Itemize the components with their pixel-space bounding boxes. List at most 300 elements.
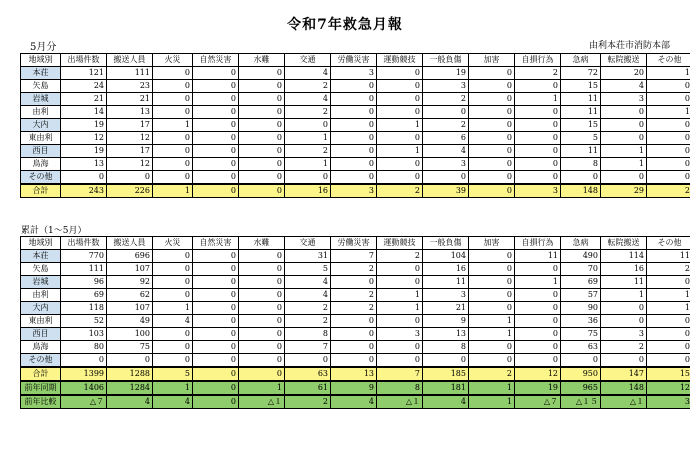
value-cell: 0: [469, 263, 515, 276]
value-cell: 0: [647, 315, 690, 328]
value-cell: 1: [469, 315, 515, 328]
monthly-header-cell: 搬送人員: [107, 54, 153, 67]
value-cell: 0: [331, 145, 377, 158]
value-cell: 0: [377, 80, 423, 93]
value-cell: 0: [331, 315, 377, 328]
area-cell: 矢島: [21, 80, 61, 93]
value-cell: 3: [423, 289, 469, 302]
value-cell: 1288: [107, 367, 153, 381]
value-cell: 0: [331, 106, 377, 119]
value-cell: 31: [285, 250, 331, 263]
value-cell: 0: [647, 93, 690, 106]
value-cell: 4: [601, 80, 647, 93]
value-cell: 2: [377, 184, 423, 198]
value-cell: 12: [647, 381, 690, 395]
area-cell: 合計: [21, 184, 61, 198]
value-cell: 0: [377, 354, 423, 368]
value-cell: 13: [107, 106, 153, 119]
value-cell: 19: [61, 145, 107, 158]
value-cell: 0: [153, 289, 193, 302]
value-cell: 1: [647, 67, 690, 80]
value-cell: 965: [561, 381, 601, 395]
value-cell: 21: [423, 302, 469, 315]
value-cell: 148: [561, 184, 601, 198]
previous-year-row: [21, 381, 690, 395]
cumulative-label: 累計（1～5月）: [21, 226, 87, 236]
value-cell: 61: [285, 381, 331, 395]
value-cell: 0: [153, 328, 193, 341]
value-cell: 0: [601, 315, 647, 328]
cumulative-header-cell: 転院搬送: [601, 237, 647, 250]
value-cell: 0: [469, 289, 515, 302]
table-row: [21, 315, 690, 328]
value-cell: 0: [377, 263, 423, 276]
value-cell: 1284: [107, 381, 153, 395]
value-cell: △１５: [561, 395, 601, 409]
value-cell: 121: [61, 67, 107, 80]
organization-name: 由利本荘市消防本部: [588, 41, 670, 51]
value-cell: 0: [285, 354, 331, 368]
value-cell: 0: [469, 67, 515, 80]
area-cell: 前年比較: [21, 395, 61, 409]
value-cell: 4: [107, 395, 153, 409]
monthly-table: [20, 53, 690, 198]
area-cell: 由利: [21, 106, 61, 119]
cumulative-header-cell: 運動競技: [377, 237, 423, 250]
value-cell: 15: [561, 80, 601, 93]
value-cell: 0: [515, 328, 561, 341]
table-row: [21, 263, 690, 276]
value-cell: △１: [239, 395, 285, 409]
value-cell: 0: [601, 132, 647, 145]
value-cell: 2: [331, 289, 377, 302]
value-cell: 181: [423, 381, 469, 395]
value-cell: 0: [153, 354, 193, 368]
value-cell: 15: [561, 119, 601, 132]
value-cell: △７: [61, 395, 107, 409]
value-cell: 0: [647, 80, 690, 93]
value-cell: 0: [515, 145, 561, 158]
value-cell: 0: [239, 250, 285, 263]
area-cell: 本荘: [21, 67, 61, 80]
table-row: [21, 145, 690, 158]
value-cell: 11: [561, 93, 601, 106]
value-cell: 0: [647, 276, 690, 289]
value-cell: 8: [377, 381, 423, 395]
table-row: [21, 106, 690, 119]
value-cell: 3: [331, 184, 377, 198]
value-cell: 2: [331, 263, 377, 276]
value-cell: 0: [239, 354, 285, 368]
area-cell: 西目: [21, 145, 61, 158]
value-cell: 0: [193, 80, 239, 93]
value-cell: 0: [239, 67, 285, 80]
value-cell: 0: [469, 184, 515, 198]
value-cell: 1: [515, 276, 561, 289]
value-cell: 0: [193, 289, 239, 302]
value-cell: 0: [469, 354, 515, 368]
value-cell: 2: [423, 93, 469, 106]
value-cell: 100: [107, 328, 153, 341]
value-cell: 0: [239, 132, 285, 145]
value-cell: 4: [423, 395, 469, 409]
value-cell: 0: [153, 106, 193, 119]
value-cell: 104: [423, 250, 469, 263]
value-cell: 0: [469, 171, 515, 185]
monthly-header-row: [21, 54, 690, 67]
value-cell: 29: [601, 184, 647, 198]
value-cell: 1: [153, 184, 193, 198]
cumulative-header-row: [21, 237, 690, 250]
area-cell: 東由利: [21, 315, 61, 328]
cumulative-header-cell: 労働災害: [331, 237, 377, 250]
value-cell: 0: [331, 132, 377, 145]
area-cell: 西目: [21, 328, 61, 341]
value-cell: 8: [423, 341, 469, 354]
value-cell: 0: [423, 106, 469, 119]
value-cell: 0: [469, 276, 515, 289]
value-cell: 75: [561, 328, 601, 341]
value-cell: 3: [647, 395, 690, 409]
area-cell: 由利: [21, 289, 61, 302]
value-cell: 0: [153, 80, 193, 93]
value-cell: 0: [377, 106, 423, 119]
value-cell: 0: [239, 289, 285, 302]
area-cell: その他: [21, 354, 61, 368]
value-cell: 12: [61, 132, 107, 145]
value-cell: 0: [601, 106, 647, 119]
value-cell: 0: [469, 302, 515, 315]
value-cell: 3: [423, 80, 469, 93]
table-row: [21, 328, 690, 341]
table-row: [21, 302, 690, 315]
value-cell: 490: [561, 250, 601, 263]
value-cell: 4: [153, 395, 193, 409]
value-cell: 8: [285, 328, 331, 341]
value-cell: 0: [331, 341, 377, 354]
value-cell: 0: [239, 302, 285, 315]
value-cell: 147: [601, 367, 647, 381]
value-cell: 5: [561, 132, 601, 145]
cumulative-header-cell: 自然災害: [193, 237, 239, 250]
value-cell: 0: [647, 171, 690, 185]
value-cell: 770: [61, 250, 107, 263]
table-row: [21, 276, 690, 289]
monthly-header-cell: 自然災害: [193, 54, 239, 67]
value-cell: 0: [647, 354, 690, 368]
value-cell: 11: [647, 250, 690, 263]
value-cell: 0: [647, 132, 690, 145]
value-cell: 0: [193, 302, 239, 315]
value-cell: 0: [647, 341, 690, 354]
value-cell: 0: [601, 354, 647, 368]
value-cell: 72: [561, 67, 601, 80]
value-cell: 36: [561, 315, 601, 328]
value-cell: 11: [561, 106, 601, 119]
value-cell: 13: [61, 158, 107, 171]
area-cell: その他: [21, 171, 61, 185]
value-cell: 90: [561, 302, 601, 315]
value-cell: 0: [153, 67, 193, 80]
value-cell: 0: [193, 67, 239, 80]
table-row: [21, 171, 690, 185]
value-cell: 4: [285, 276, 331, 289]
value-cell: 3: [377, 328, 423, 341]
value-cell: 0: [239, 328, 285, 341]
value-cell: 16: [601, 263, 647, 276]
value-cell: 8: [561, 158, 601, 171]
value-cell: 0: [239, 158, 285, 171]
value-cell: 0: [285, 171, 331, 185]
value-cell: 0: [601, 171, 647, 185]
value-cell: 19: [61, 119, 107, 132]
value-cell: 0: [153, 250, 193, 263]
value-cell: 2: [285, 315, 331, 328]
value-cell: 49: [107, 315, 153, 328]
value-cell: 63: [285, 367, 331, 381]
value-cell: 2: [285, 80, 331, 93]
value-cell: 75: [107, 341, 153, 354]
table-row: [21, 158, 690, 171]
value-cell: 2: [377, 250, 423, 263]
monthly-header-cell: 火災: [153, 54, 193, 67]
value-cell: 1: [469, 395, 515, 409]
value-cell: 0: [331, 80, 377, 93]
value-cell: 0: [193, 276, 239, 289]
value-cell: 103: [61, 328, 107, 341]
value-cell: 0: [153, 276, 193, 289]
value-cell: 0: [193, 106, 239, 119]
cumulative-header-cell: その他: [647, 237, 690, 250]
value-cell: 13: [423, 328, 469, 341]
value-cell: 0: [239, 171, 285, 185]
value-cell: 118: [61, 302, 107, 315]
value-cell: 0: [515, 263, 561, 276]
value-cell: 0: [647, 119, 690, 132]
value-cell: 0: [423, 354, 469, 368]
value-cell: 0: [239, 341, 285, 354]
area-cell: 鳥海: [21, 158, 61, 171]
value-cell: 1: [377, 289, 423, 302]
value-cell: 24: [61, 80, 107, 93]
value-cell: 243: [61, 184, 107, 198]
value-cell: 7: [285, 341, 331, 354]
value-cell: 1399: [61, 367, 107, 381]
value-cell: 107: [107, 302, 153, 315]
monthly-header-cell: 加害: [469, 54, 515, 67]
value-cell: 12: [515, 367, 561, 381]
value-cell: 1: [239, 381, 285, 395]
value-cell: 1: [647, 106, 690, 119]
value-cell: 0: [515, 315, 561, 328]
value-cell: 69: [561, 276, 601, 289]
value-cell: 11: [601, 276, 647, 289]
value-cell: 0: [153, 158, 193, 171]
value-cell: 1: [285, 132, 331, 145]
value-cell: 4: [331, 395, 377, 409]
value-cell: △１: [377, 395, 423, 409]
value-cell: 0: [61, 171, 107, 185]
value-cell: 0: [239, 263, 285, 276]
value-cell: 3: [515, 184, 561, 198]
value-cell: 1: [601, 145, 647, 158]
monthly-header-cell: 自損行為: [515, 54, 561, 67]
value-cell: 111: [107, 67, 153, 80]
monthly-header-cell: 水難: [239, 54, 285, 67]
value-cell: 0: [331, 93, 377, 106]
area-cell: 矢島: [21, 263, 61, 276]
cumulative-header-cell: 加害: [469, 237, 515, 250]
value-cell: 0: [193, 354, 239, 368]
table-row: [21, 93, 690, 106]
value-cell: 39: [423, 184, 469, 198]
value-cell: 0: [377, 276, 423, 289]
report-title: 令和7年救急月報: [287, 17, 403, 33]
value-cell: 6: [423, 132, 469, 145]
table-row: [21, 119, 690, 132]
value-cell: 12: [107, 132, 153, 145]
value-cell: 1: [469, 381, 515, 395]
value-cell: 0: [515, 119, 561, 132]
value-cell: 185: [423, 367, 469, 381]
table-row: [21, 80, 690, 93]
cumulative-header-cell: 火災: [153, 237, 193, 250]
value-cell: 0: [469, 93, 515, 106]
monthly-header-cell: 転院搬送: [601, 54, 647, 67]
value-cell: 0: [331, 328, 377, 341]
value-cell: 62: [107, 289, 153, 302]
value-cell: 69: [61, 289, 107, 302]
cumulative-header-cell: 自損行為: [515, 237, 561, 250]
cumulative-header-cell: 搬送人員: [107, 237, 153, 250]
value-cell: 0: [469, 106, 515, 119]
value-cell: 9: [423, 315, 469, 328]
value-cell: 16: [285, 184, 331, 198]
value-cell: 21: [107, 93, 153, 106]
value-cell: 0: [239, 367, 285, 381]
value-cell: 4: [153, 315, 193, 328]
total-row: [21, 367, 690, 381]
value-cell: 0: [515, 354, 561, 368]
value-cell: 96: [61, 276, 107, 289]
monthly-header-cell: 一般負傷: [423, 54, 469, 67]
value-cell: 0: [193, 263, 239, 276]
value-cell: 9: [331, 381, 377, 395]
monthly-header-cell: その他: [647, 54, 690, 67]
cumulative-table: [20, 236, 690, 409]
monthly-header-cell: 地域別: [21, 54, 61, 67]
value-cell: 92: [107, 276, 153, 289]
value-cell: 20: [601, 67, 647, 80]
value-cell: 57: [561, 289, 601, 302]
value-cell: 0: [193, 132, 239, 145]
value-cell: 0: [239, 184, 285, 198]
value-cell: 4: [285, 93, 331, 106]
value-cell: 63: [561, 341, 601, 354]
value-cell: 11: [423, 276, 469, 289]
value-cell: 0: [377, 158, 423, 171]
area-cell: 本荘: [21, 250, 61, 263]
value-cell: 0: [193, 328, 239, 341]
cumulative-header-cell: 一般負傷: [423, 237, 469, 250]
value-cell: 2: [515, 67, 561, 80]
value-cell: 0: [561, 171, 601, 185]
area-cell: 大内: [21, 302, 61, 315]
value-cell: 1: [153, 381, 193, 395]
value-cell: 13: [331, 367, 377, 381]
value-cell: 0: [239, 80, 285, 93]
value-cell: 0: [515, 171, 561, 185]
value-cell: 0: [469, 145, 515, 158]
value-cell: 0: [647, 158, 690, 171]
area-cell: 東由利: [21, 132, 61, 145]
value-cell: 0: [239, 106, 285, 119]
value-cell: 70: [561, 263, 601, 276]
cumulative-header-cell: 地域別: [21, 237, 61, 250]
value-cell: 0: [647, 328, 690, 341]
value-cell: 0: [601, 302, 647, 315]
value-cell: 0: [193, 171, 239, 185]
value-cell: 0: [515, 80, 561, 93]
table-row: [21, 354, 690, 368]
value-cell: 1: [469, 328, 515, 341]
value-cell: 0: [423, 171, 469, 185]
value-cell: 0: [107, 171, 153, 185]
monthly-header-cell: 急病: [561, 54, 601, 67]
value-cell: 0: [331, 354, 377, 368]
value-cell: 23: [107, 80, 153, 93]
table-row: [21, 132, 690, 145]
value-cell: 0: [331, 119, 377, 132]
value-cell: 0: [377, 93, 423, 106]
value-cell: 2: [331, 302, 377, 315]
value-cell: 0: [647, 145, 690, 158]
value-cell: 0: [469, 80, 515, 93]
value-cell: 0: [193, 395, 239, 409]
value-cell: 3: [331, 67, 377, 80]
monthly-header-cell: 労働災害: [331, 54, 377, 67]
value-cell: 4: [285, 289, 331, 302]
year-comparison-row: [21, 395, 690, 409]
cumulative-header-cell: 水難: [239, 237, 285, 250]
value-cell: 3: [423, 158, 469, 171]
area-cell: 岩城: [21, 93, 61, 106]
value-cell: 950: [561, 367, 601, 381]
value-cell: 1: [601, 158, 647, 171]
value-cell: 1: [377, 119, 423, 132]
value-cell: 2: [285, 145, 331, 158]
value-cell: 14: [61, 106, 107, 119]
value-cell: 2: [423, 119, 469, 132]
value-cell: 0: [377, 315, 423, 328]
value-cell: 21: [61, 93, 107, 106]
value-cell: 0: [153, 171, 193, 185]
value-cell: 0: [515, 302, 561, 315]
value-cell: 0: [331, 276, 377, 289]
value-cell: 2: [647, 184, 690, 198]
value-cell: 1: [153, 119, 193, 132]
month-label: 5月分: [30, 42, 57, 53]
value-cell: 0: [561, 354, 601, 368]
value-cell: 0: [153, 145, 193, 158]
value-cell: 0: [469, 341, 515, 354]
value-cell: 0: [285, 119, 331, 132]
value-cell: 0: [239, 145, 285, 158]
value-cell: 0: [239, 276, 285, 289]
value-cell: 114: [601, 250, 647, 263]
value-cell: 0: [239, 119, 285, 132]
value-cell: 1: [285, 158, 331, 171]
